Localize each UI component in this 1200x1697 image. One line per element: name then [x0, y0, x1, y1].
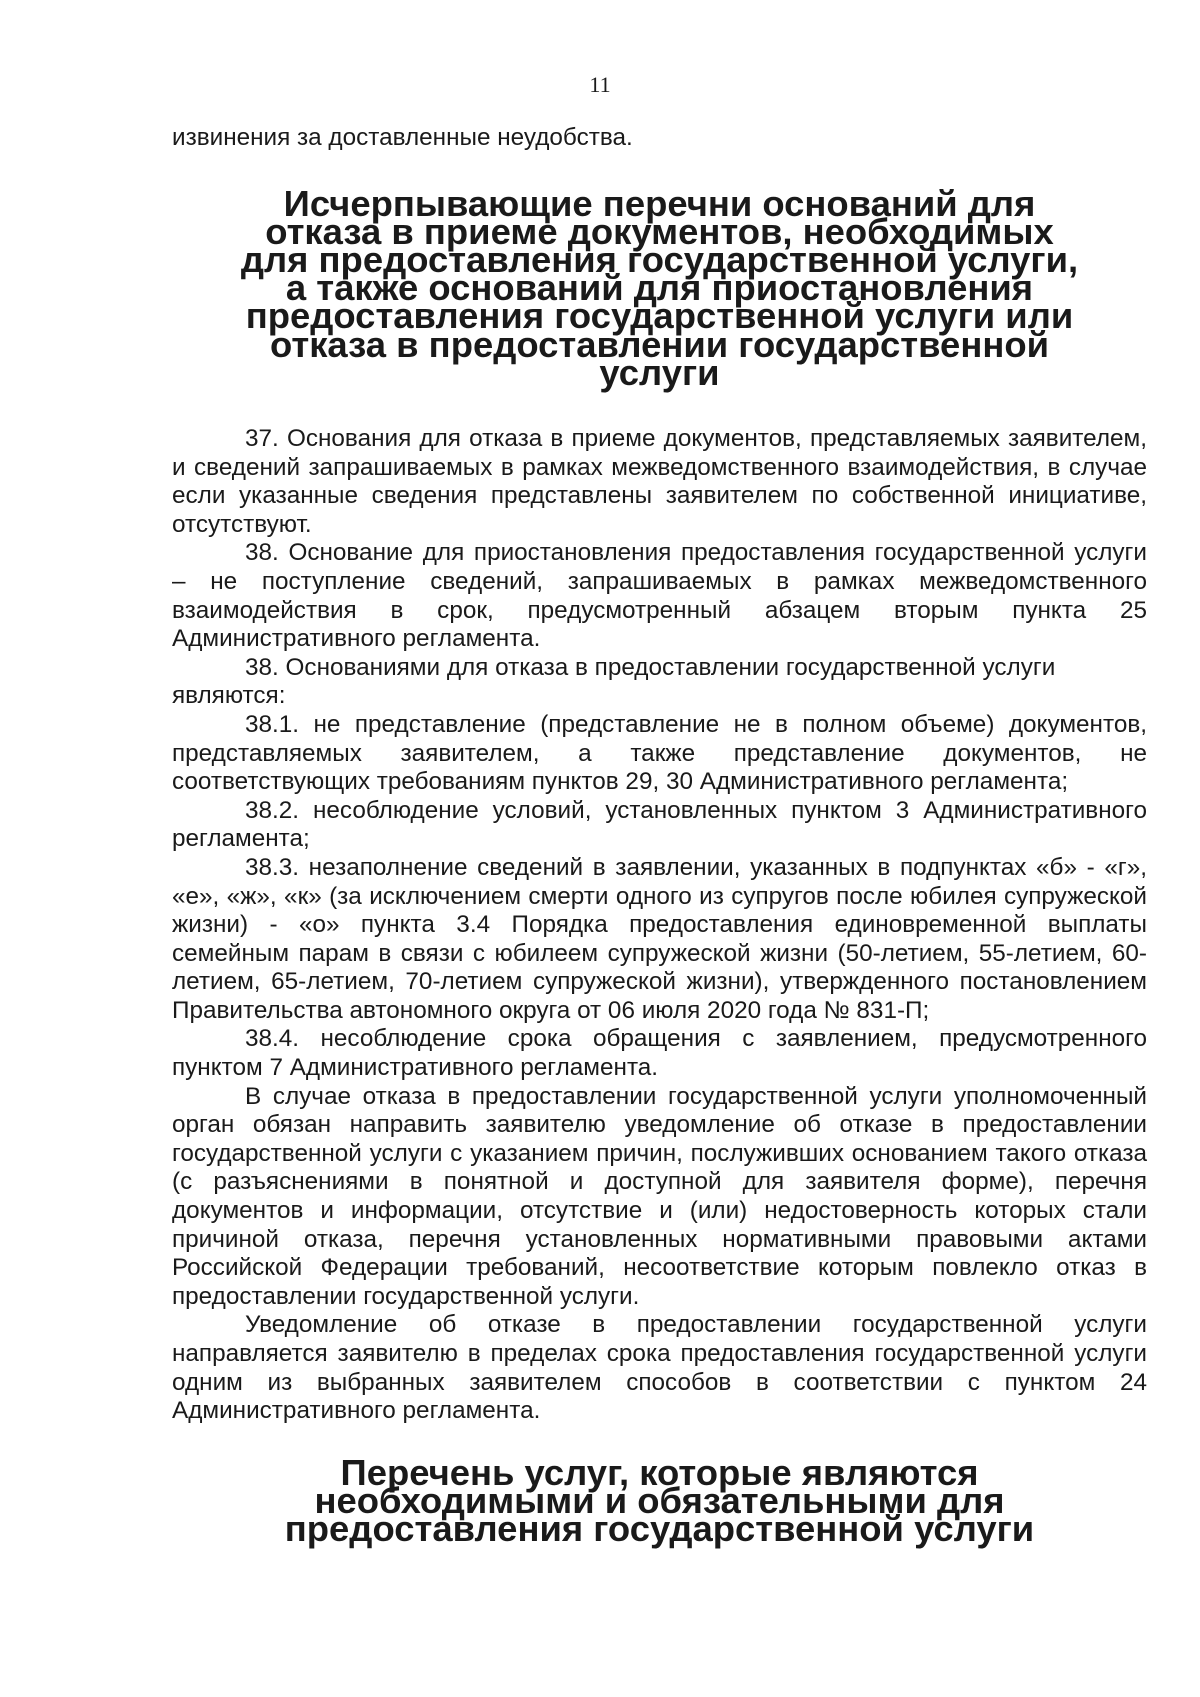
paragraph-38-suspension: 38. Основание для приостановления предоставления государственной услуги – не поступление сведений, запрашиваемых в рамках межведомственного взаимодействия в срок, предусмотренный абзацем вторым пункта 25 Административного регламента.: [172, 539, 1147, 653]
page-number: 11: [589, 72, 611, 97]
paragraph-refusal-notice: В случае отказа в предоставлении государственной услуги уполномоченный орган обязан направить заявителю уведомление об отказе в предоставлении государственной услуги с указанием причин, послуживших основанием такого отказа (с разъяснениями в понятной и доступной для заявителя форме), перечня документов и информации, отсутствие и (или) недостоверность которых стали причиной отказа, перечня установленных нормативными правовыми актами Российской Федерации требований, несоответствие которым повлекло отказ в предоставлении государственной услуги.: [172, 1082, 1147, 1310]
paragraph-38-refusal: 38. Основаниями для отказа в предоставлении государственной услуги являются:: [172, 653, 1056, 710]
paragraph-38-1: 38.1. не представление (представление не в полном объеме) документов, представляемых заявителем, а также представление документов, не соответствующих требованиям пунктов 29, 30 Административного регламента;: [172, 710, 1147, 796]
section-heading-refusal-grounds: Исчерпывающие перечни оснований для отказа в приеме документов, необходимых для предоставления государственной услуги, а также оснований для приостановления предоставления государственной услуги или отказа в предоставлении государственной услуги: [240, 182, 1079, 393]
paragraph-notice-delivery: Уведомление об отказе в предоставлении государственной услуги направляется заявителю в пределах срока предоставления государственной услуги одним из выбранных заявителем способов в соответствии с пунктом 24 Административного регламента.: [172, 1311, 1147, 1425]
document-body: [172, 124, 1147, 1550]
paragraph-38-4: 38.4. несоблюдение срока обращения с заявлением, предусмотренного пунктом 7 Административного регламента.: [172, 1025, 1147, 1082]
lead-text: извинения за доставленные неудобства.: [172, 124, 633, 151]
paragraph-38-2: 38.2. несоблюдение условий, установленных пунктом 3 Административного регламента;: [172, 796, 1147, 853]
paragraph-37: 37. Основания для отказа в приеме документов, представляемых заявителем, и сведений запрашиваемых в рамках межведомственного взаимодействия, в случае если указанные сведения представлены заявителем по собственной инициативе, отсутствуют.: [172, 425, 1147, 538]
paragraph-38-3: 38.3. незаполнение сведений в заявлении, указанных в подпунктах «б» - «г», «е», «ж», «к» (за исключением смерти одного из супругов после юбилея супружеской жизни) - «о» пункта 3.4 Порядка предоставления единовременной выплаты семейным парам в связи с юбилеем супружеской жизни (50-летием, 55-летием, 60-летием, 65-летием, 70-летием супружеской жизни), утвержденного постановлением Правительства автономного округа от 06 июля 2020 года № 831-П;: [172, 853, 1147, 1024]
section-heading-required-services: Перечень услуг, которые являются необходимыми и обязательными для предоставления государственной услуги: [284, 1451, 1035, 1550]
